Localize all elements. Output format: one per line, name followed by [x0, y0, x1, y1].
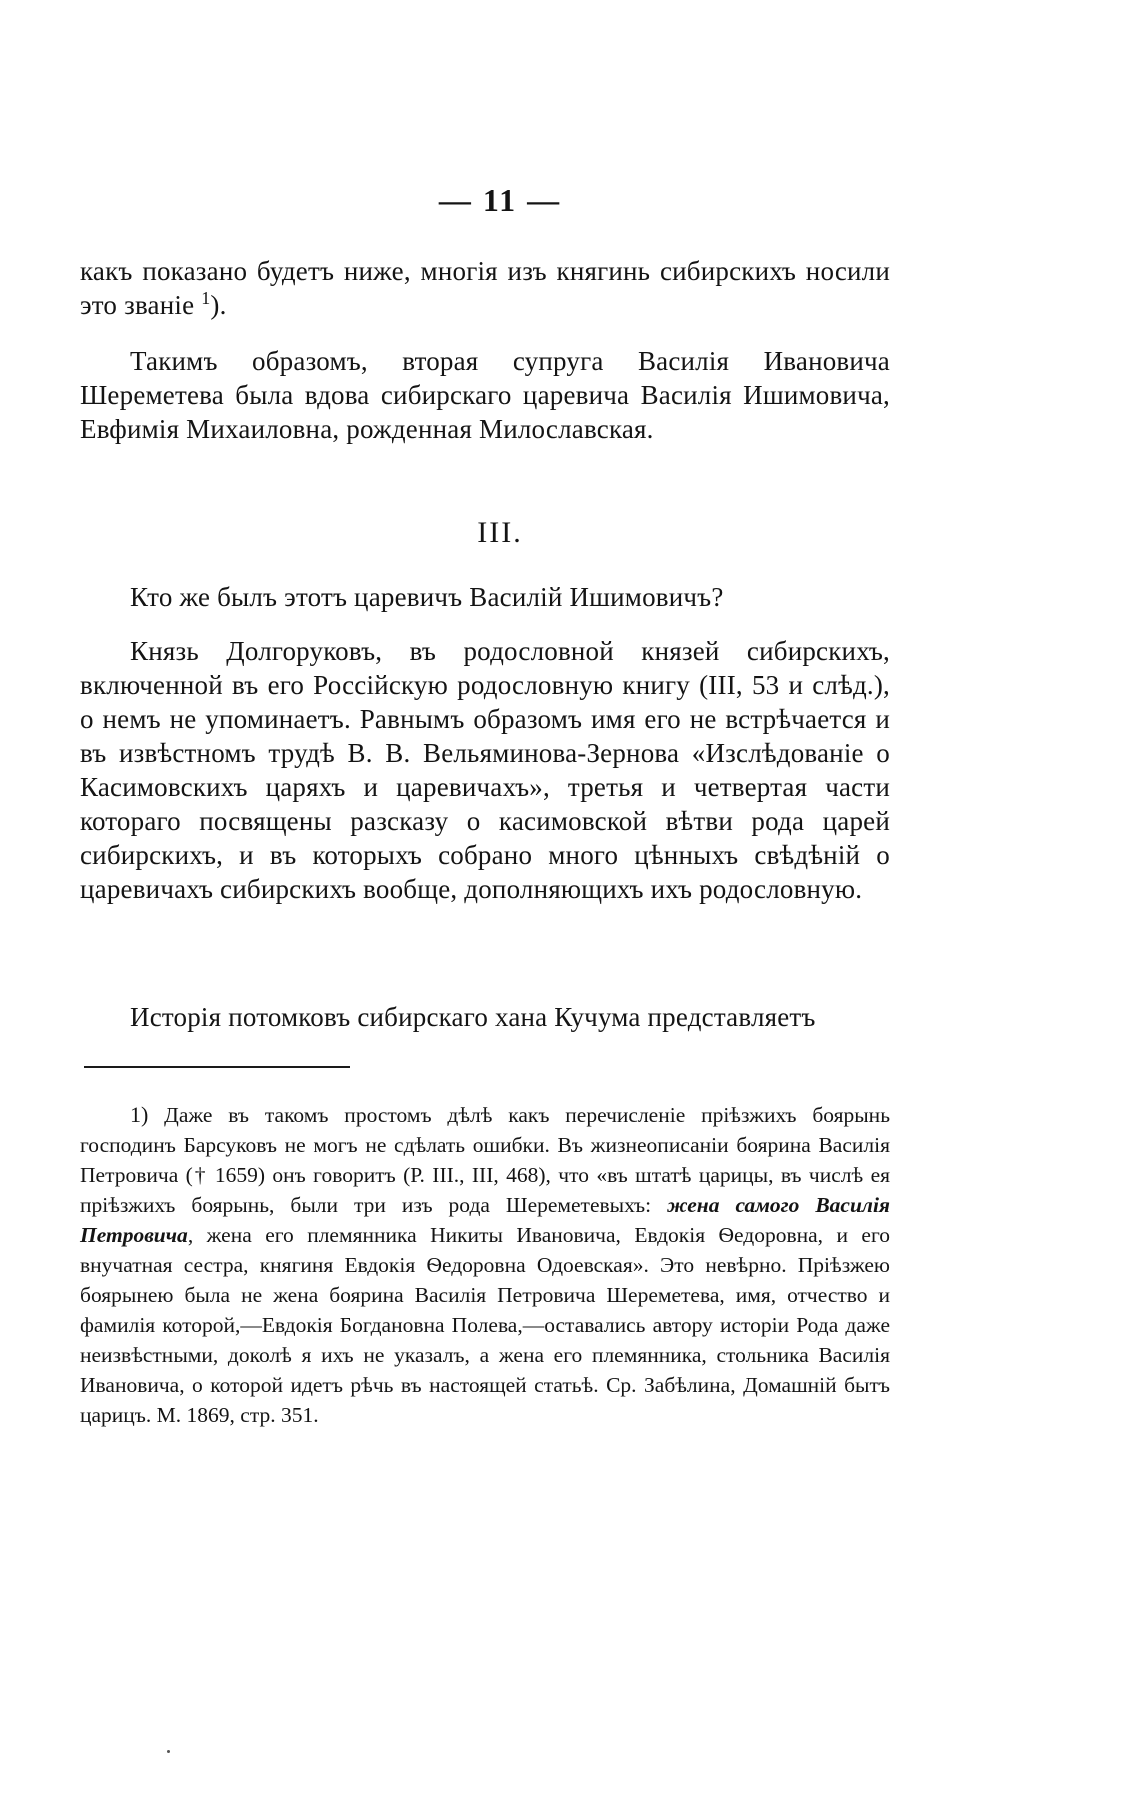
paragraph-4-text: Князь Долгоруковъ, въ родословной князей сибирскихъ, включенной въ его Россійскую родословную книгу (III, 53 и слѣд.), о немъ не упоминаетъ. Равнымъ образомъ имя его не встрѣчается и въ извѣстномъ трудѣ В. В. Вельяминова-Зернова «Изслѣдованіе о Касимовскихъ царяхъ и царевичахъ», третья и четвертая части котораго посвящены разсказу о касимовской вѣтви рода царей сибирскихъ, и въ которыхъ собрано много цѣнныхъ свѣдѣній о царевичахъ сибирскихъ вообще, дополняющихъ ихъ родословную. — [80, 636, 890, 904]
footnote-text-part-1: Даже въ такомъ простомъ дѣлѣ какъ перечисленіе пріѣзжихъ боярынь господинъ Барсуковъ не могъ не сдѣлать ошибки. Въ жизнеописаніи боярина Василія Петровича († 1659) онъ говоритъ (Р. III., III, 468), что «въ штатѣ царицы, въ числѣ ея пріѣзжихъ боярынь, были три изъ рода Шереметевыхъ: — [80, 1103, 890, 1217]
paragraph-1-text: какъ показано будетъ ниже, многія изъ княгинь сибирскихъ носили это званіе — [80, 256, 890, 320]
paragraph-4 — [80, 634, 890, 906]
section-heading: III. — [477, 516, 523, 549]
paragraph-continuation — [80, 254, 890, 322]
footnote-emphasis: жена самого Василія Петровича — [80, 1193, 890, 1247]
paragraph-5 — [80, 1000, 890, 1034]
paragraph-1-tail: ). — [210, 290, 227, 320]
paragraph-5-text: Исторія потомковъ сибирскаго хана Кучума представляетъ — [130, 1002, 816, 1032]
print-speck — [167, 1750, 170, 1753]
footnote-marker: 1) — [130, 1102, 149, 1127]
footnote — [80, 1100, 890, 1430]
page-number: — 11 — — [438, 182, 562, 218]
paragraph-2-text: Такимъ образомъ, вторая супруга Василія Ивановича Шереметева была вдова сибирскаго царевича Василія Ишимовича, Евфимія Михаиловна, рожденная Милославская. — [80, 346, 890, 444]
footnote-reference[interactable]: 1 — [201, 288, 211, 308]
footnote-divider — [84, 1066, 350, 1068]
paragraph-2 — [80, 344, 890, 446]
footnote-text-part-2: , жена его племянника Никиты Ивановича, Евдокія Ѳедоровна, и его внучатная сестра, княгиня Евдокія Ѳедоровна Одоевская». Это невѣрно. Пріѣзжею боярынею была не жена боярина Василія Петровича Шереметева, имя, отчество и фамилія которой,—Евдокія Богдановна Полева,—оставались автору исторіи Рода даже неизвѣстными, доколѣ я ихъ не указалъ, а жена его племянника, стольника Василія Ивановича, о которой идетъ рѣчь въ настоящей статьѣ. Ср. Забѣлина, Домашній бытъ царицъ. М. 1869, стр. 351. — [80, 1223, 890, 1427]
paragraph-3-text: Кто же былъ этотъ царевичъ Василій Ишимовичъ? — [130, 582, 724, 612]
paragraph-3 — [80, 580, 890, 614]
